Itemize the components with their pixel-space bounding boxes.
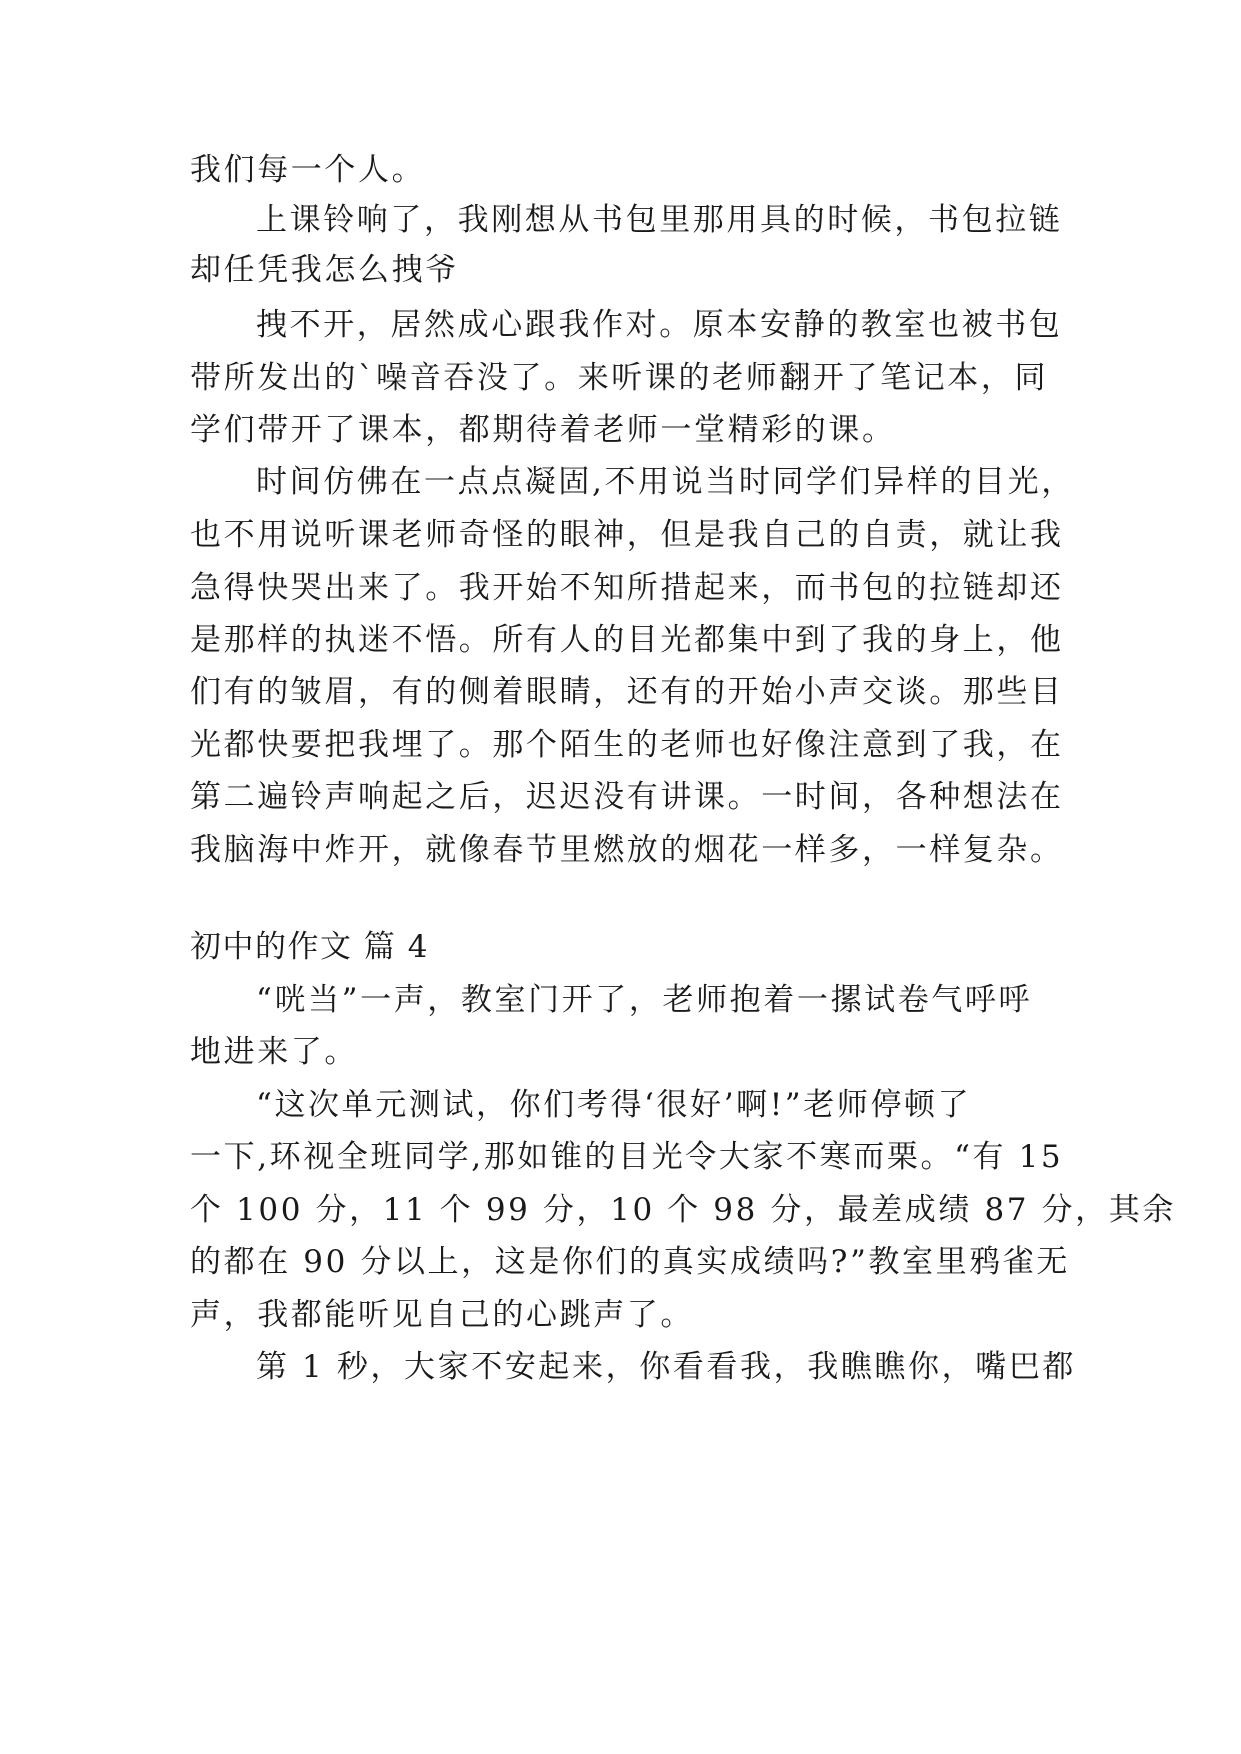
text-line: 学们带开了课本，都期待着老师一堂精彩的课。 <box>190 412 896 448</box>
text-line: 我脑海中炸开，就像春节里燃放的烟花一样多，一样复杂。 <box>190 832 1064 868</box>
text-line: 第二遍铃声响起之后，迟迟没有讲课。一时间，各种想法在 <box>190 779 1064 815</box>
text-line: 声，我都能听见自己的心跳声了。 <box>190 1297 694 1333</box>
text-line: 我们每一个人。 <box>190 152 426 188</box>
text-line: 第 1 秒，大家不安起来，你看看我，我瞧瞧你，嘴巴都 <box>256 1349 1077 1385</box>
text-line: 一下,环视全班同学,那如锥的目光令大家不寒而栗。“有 15 <box>190 1139 1064 1175</box>
text-line: 个 100 分，11 个 99 分，10 个 98 分，最差成绩 87 分，其余 <box>190 1192 1176 1228</box>
text-line: 光都快要把我埋了。那个陌生的老师也好像注意到了我，在 <box>190 727 1064 763</box>
text-line: 拽不开，居然成心跟我作对。原本安静的教室也被书包 <box>256 307 1063 343</box>
text-line: 也不用说听课老师奇怪的眼神，但是我自己的自责，就让我 <box>190 517 1064 553</box>
text-line: 带所发出的`噪音吞没了。来听课的老师翻开了笔记本，同 <box>190 360 1049 396</box>
text-line: 却任凭我怎么拽爷 <box>190 252 459 288</box>
text-line: 是那样的执迷不悟。所有人的目光都集中到了我的身上，他 <box>190 622 1064 658</box>
section-heading: 初中的作文 篇 4 <box>190 929 429 965</box>
text-line: 们有的皱眉，有的侧着眼睛，还有的开始小声交谈。那些目 <box>190 674 1064 710</box>
text-line: 上课铃响了，我刚想从书包里那用具的时候，书包拉链 <box>256 202 1063 238</box>
text-line: 地进来了。 <box>190 1034 358 1070</box>
text-line: “这次单元测试，你们考得‘很好’啊!”老师停顿了 <box>256 1087 972 1123</box>
text-line: 时间仿佛在一点点凝固,不用说当时同学们异样的目光， <box>256 464 1075 500</box>
text-line: “咣当”一声，教室门开了，老师抱着一摞试卷气呼呼 <box>256 982 1033 1018</box>
text-line: 的都在 90 分以上，这是你们的真实成绩吗?”教室里鸦雀无 <box>190 1244 1071 1280</box>
text-line: 急得快哭出来了。我开始不知所措起来，而书包的拉链却还 <box>190 570 1064 606</box>
